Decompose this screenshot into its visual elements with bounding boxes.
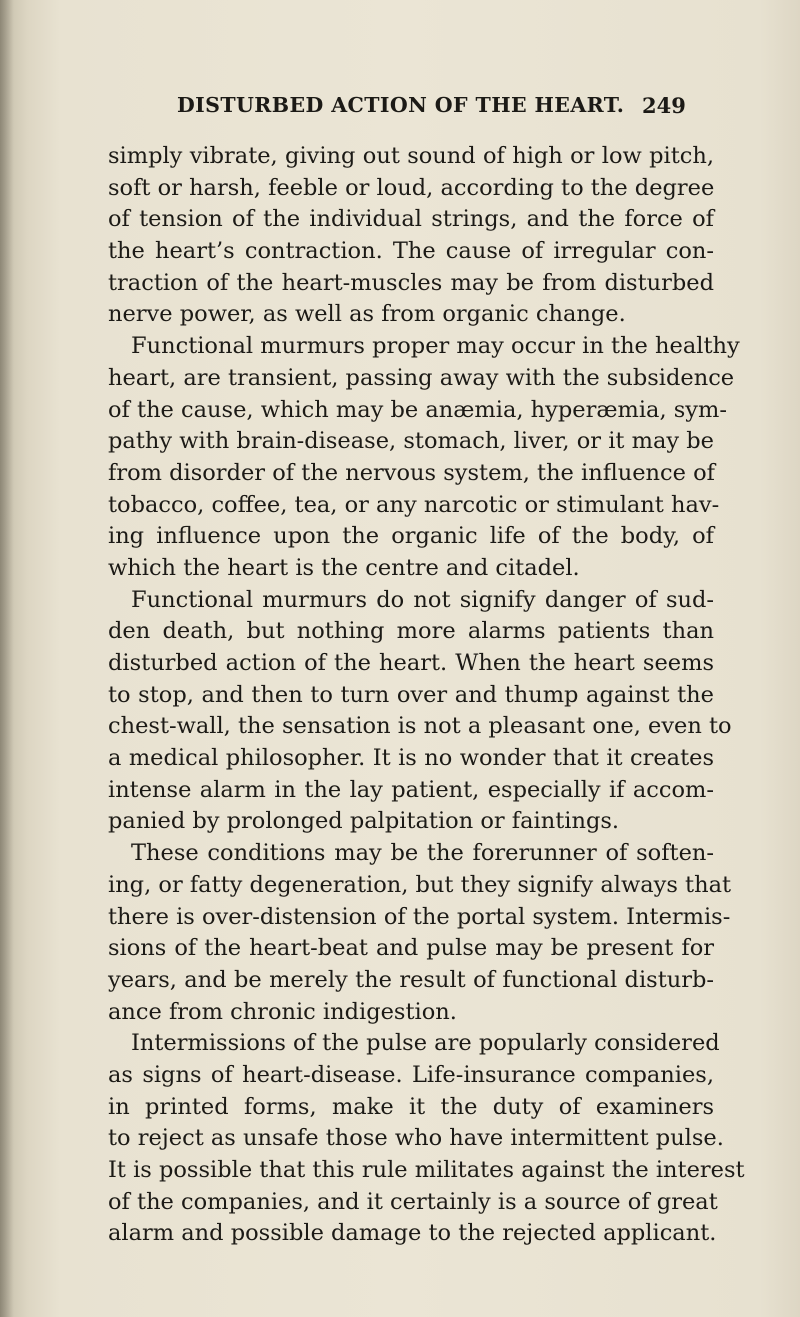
text-line: ing, or fatty degeneration, but they signify always that	[108, 871, 732, 898]
text-line: Intermissions of the pulse are popularly considered	[131, 1030, 720, 1057]
paragraph	[108, 838, 732, 1028]
text-line: alarm and possible damage to the rejected applicant.	[108, 1220, 717, 1247]
text-line: den death, but nothing more alarms patients than	[108, 618, 714, 645]
text-line: panied by prolonged palpitation or faintings.	[108, 808, 620, 835]
text-line: chest-wall, the sensation is not a pleasant one, even to	[108, 713, 732, 740]
text-line: ance from chronic indigestion.	[108, 998, 457, 1025]
text-line: disturbed action of the heart. When the heart seems	[108, 650, 714, 676]
text-line: of the companies, and it certainly is a source of great	[108, 1188, 718, 1215]
running-head: DISTURBED ACTION OF THE HEART.	[177, 93, 625, 117]
paragraph	[108, 331, 740, 585]
text-line: sions of the heart-beat and pulse may be present for	[108, 935, 714, 962]
text-line: to reject as unsafe those who have intermittent pulse.	[108, 1125, 724, 1152]
paragraph	[108, 1028, 745, 1250]
text-line: as signs of heart-disease. Life-insurance companies,	[108, 1061, 714, 1088]
text-line: Functional murmurs do not signify danger of sud-	[131, 586, 714, 613]
text-line: ing influence upon the organic life of the body, of	[108, 523, 714, 550]
text-line: the heart’s contraction. The cause of irregular con-	[108, 238, 714, 265]
text-line: These conditions may be the forerunner of soften-	[131, 840, 714, 867]
page-number: 249	[642, 93, 686, 118]
text-line: there is over-distension of the portal system. Intermis-	[108, 903, 731, 930]
page-header	[0, 93, 800, 119]
paragraph	[108, 141, 714, 331]
text-line: which the heart is the centre and citadel.	[108, 554, 580, 581]
text-line: in printed forms, make it the duty of examiners	[108, 1093, 714, 1120]
text-line: heart, are transient, passing away with the subsidence	[108, 364, 735, 391]
text-line: nerve power, as well as from organic change.	[108, 301, 626, 328]
text-line: tobacco, coffee, tea, or any narcotic or stimulant hav-	[108, 491, 720, 518]
text-line: of the cause, which may be anæmia, hyperæmia, sym-	[108, 396, 727, 423]
text-line: of tension of the individual strings, and the force of	[108, 206, 714, 233]
text-line: to stop, and then to turn over and thump against the	[108, 681, 714, 708]
text-line: simply vibrate, giving out sound of high or low pitch,	[108, 143, 714, 169]
text-line: traction of the heart-muscles may be from disturbed	[108, 269, 714, 296]
text-line: It is possible that this rule militates against the interest	[108, 1157, 745, 1183]
text-line: from disorder of the nervous system, the influence of	[108, 459, 715, 486]
text-line: a medical philosopher. It is no wonder that it creates	[108, 745, 714, 772]
text-line: years, and be merely the result of functional disturb-	[108, 966, 714, 993]
body-text	[108, 141, 745, 1250]
text-line: soft or harsh, feeble or loud, according to the degree	[108, 174, 715, 201]
text-line: pathy with brain-disease, stomach, liver, or it may be	[108, 428, 714, 455]
text-line: Functional murmurs proper may occur in the healthy	[131, 333, 740, 360]
paragraph	[108, 585, 732, 839]
text-line: intense alarm in the lay patient, especially if accom-	[108, 776, 714, 803]
